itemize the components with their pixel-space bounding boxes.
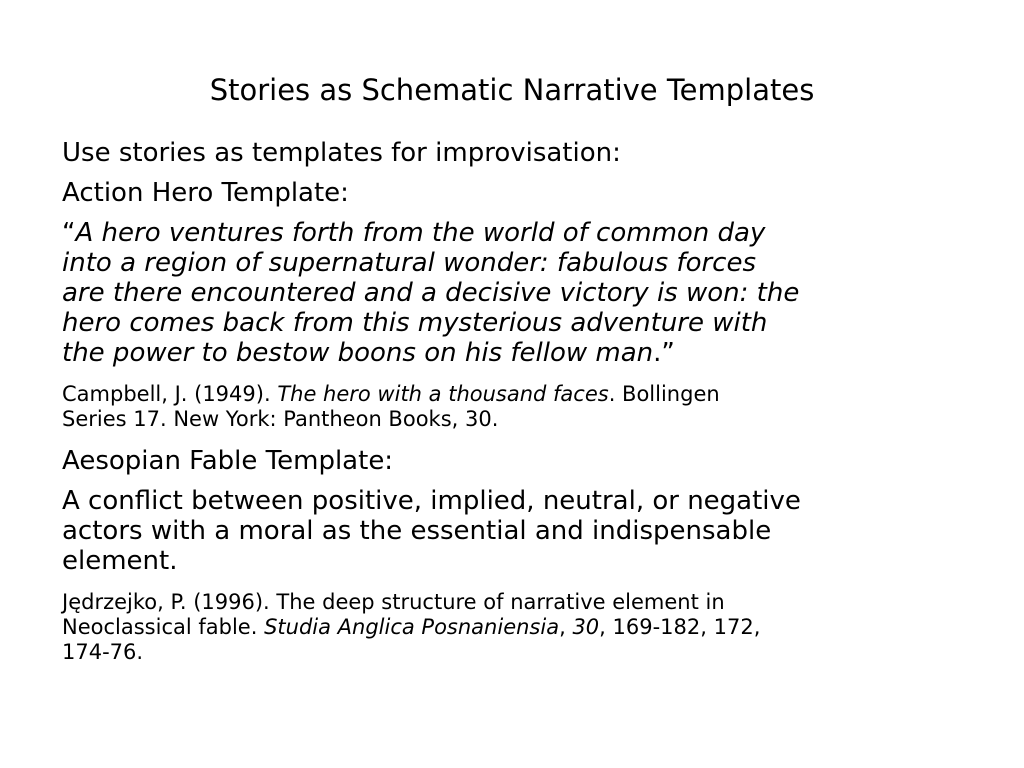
citation-separator: , — [559, 615, 573, 639]
citation-volume: 30 — [572, 615, 600, 639]
citation-pages: , 169-182, 172, — [599, 615, 761, 639]
citation-line — [62, 382, 962, 407]
quote-text: A hero ventures forth from the world of common day — [75, 218, 766, 248]
citation-line: 174-76. — [62, 640, 144, 664]
fable-heading: Aesopian Fable Template: — [62, 446, 394, 476]
campbell-citation — [62, 382, 962, 432]
quote-text: the power to bestow boons on his fellow man — [62, 338, 654, 368]
description-line: actors with a moral as the essential and indispensable — [62, 516, 772, 546]
description-line: A conflict between positive, implied, neutral, or negative — [62, 486, 801, 516]
quote-close-mark: .” — [653, 338, 675, 368]
quote-line: into a region of supernatural wonder: fabulous forces — [62, 248, 757, 278]
quote-line: are there encountered and a decisive victory is won: the — [62, 278, 800, 308]
jedrzejko-citation — [62, 590, 962, 665]
citation-author: Campbell, J. (1949). — [62, 382, 278, 406]
fable-description — [62, 486, 962, 576]
quote-line — [62, 338, 962, 368]
citation-line — [62, 615, 962, 640]
quote-open-mark: “ — [62, 218, 76, 248]
quote-line — [62, 218, 962, 248]
citation-line: Series 17. New York: Pantheon Books, 30. — [62, 407, 499, 431]
description-line: element. — [62, 546, 178, 576]
action-hero-heading: Action Hero Template: — [62, 178, 349, 208]
citation-prefix: Neoclassical fable. — [62, 615, 265, 639]
slide-body — [62, 138, 962, 665]
citation-book-title: The hero with a thousand faces — [277, 382, 609, 406]
quote-line: hero comes back from this mysterious adventure with — [62, 308, 768, 338]
citation-line: Jędrzejko, P. (1996). The deep structure of narrative element in — [62, 590, 725, 614]
intro-text: Use stories as templates for improvisation: — [62, 138, 621, 168]
action-hero-quote — [62, 218, 962, 368]
slide-title: Stories as Schematic Narrative Templates — [209, 73, 815, 107]
citation-publisher: . Bollingen — [608, 382, 720, 406]
citation-journal: Studia Anglica Posnaniensia — [264, 615, 560, 639]
